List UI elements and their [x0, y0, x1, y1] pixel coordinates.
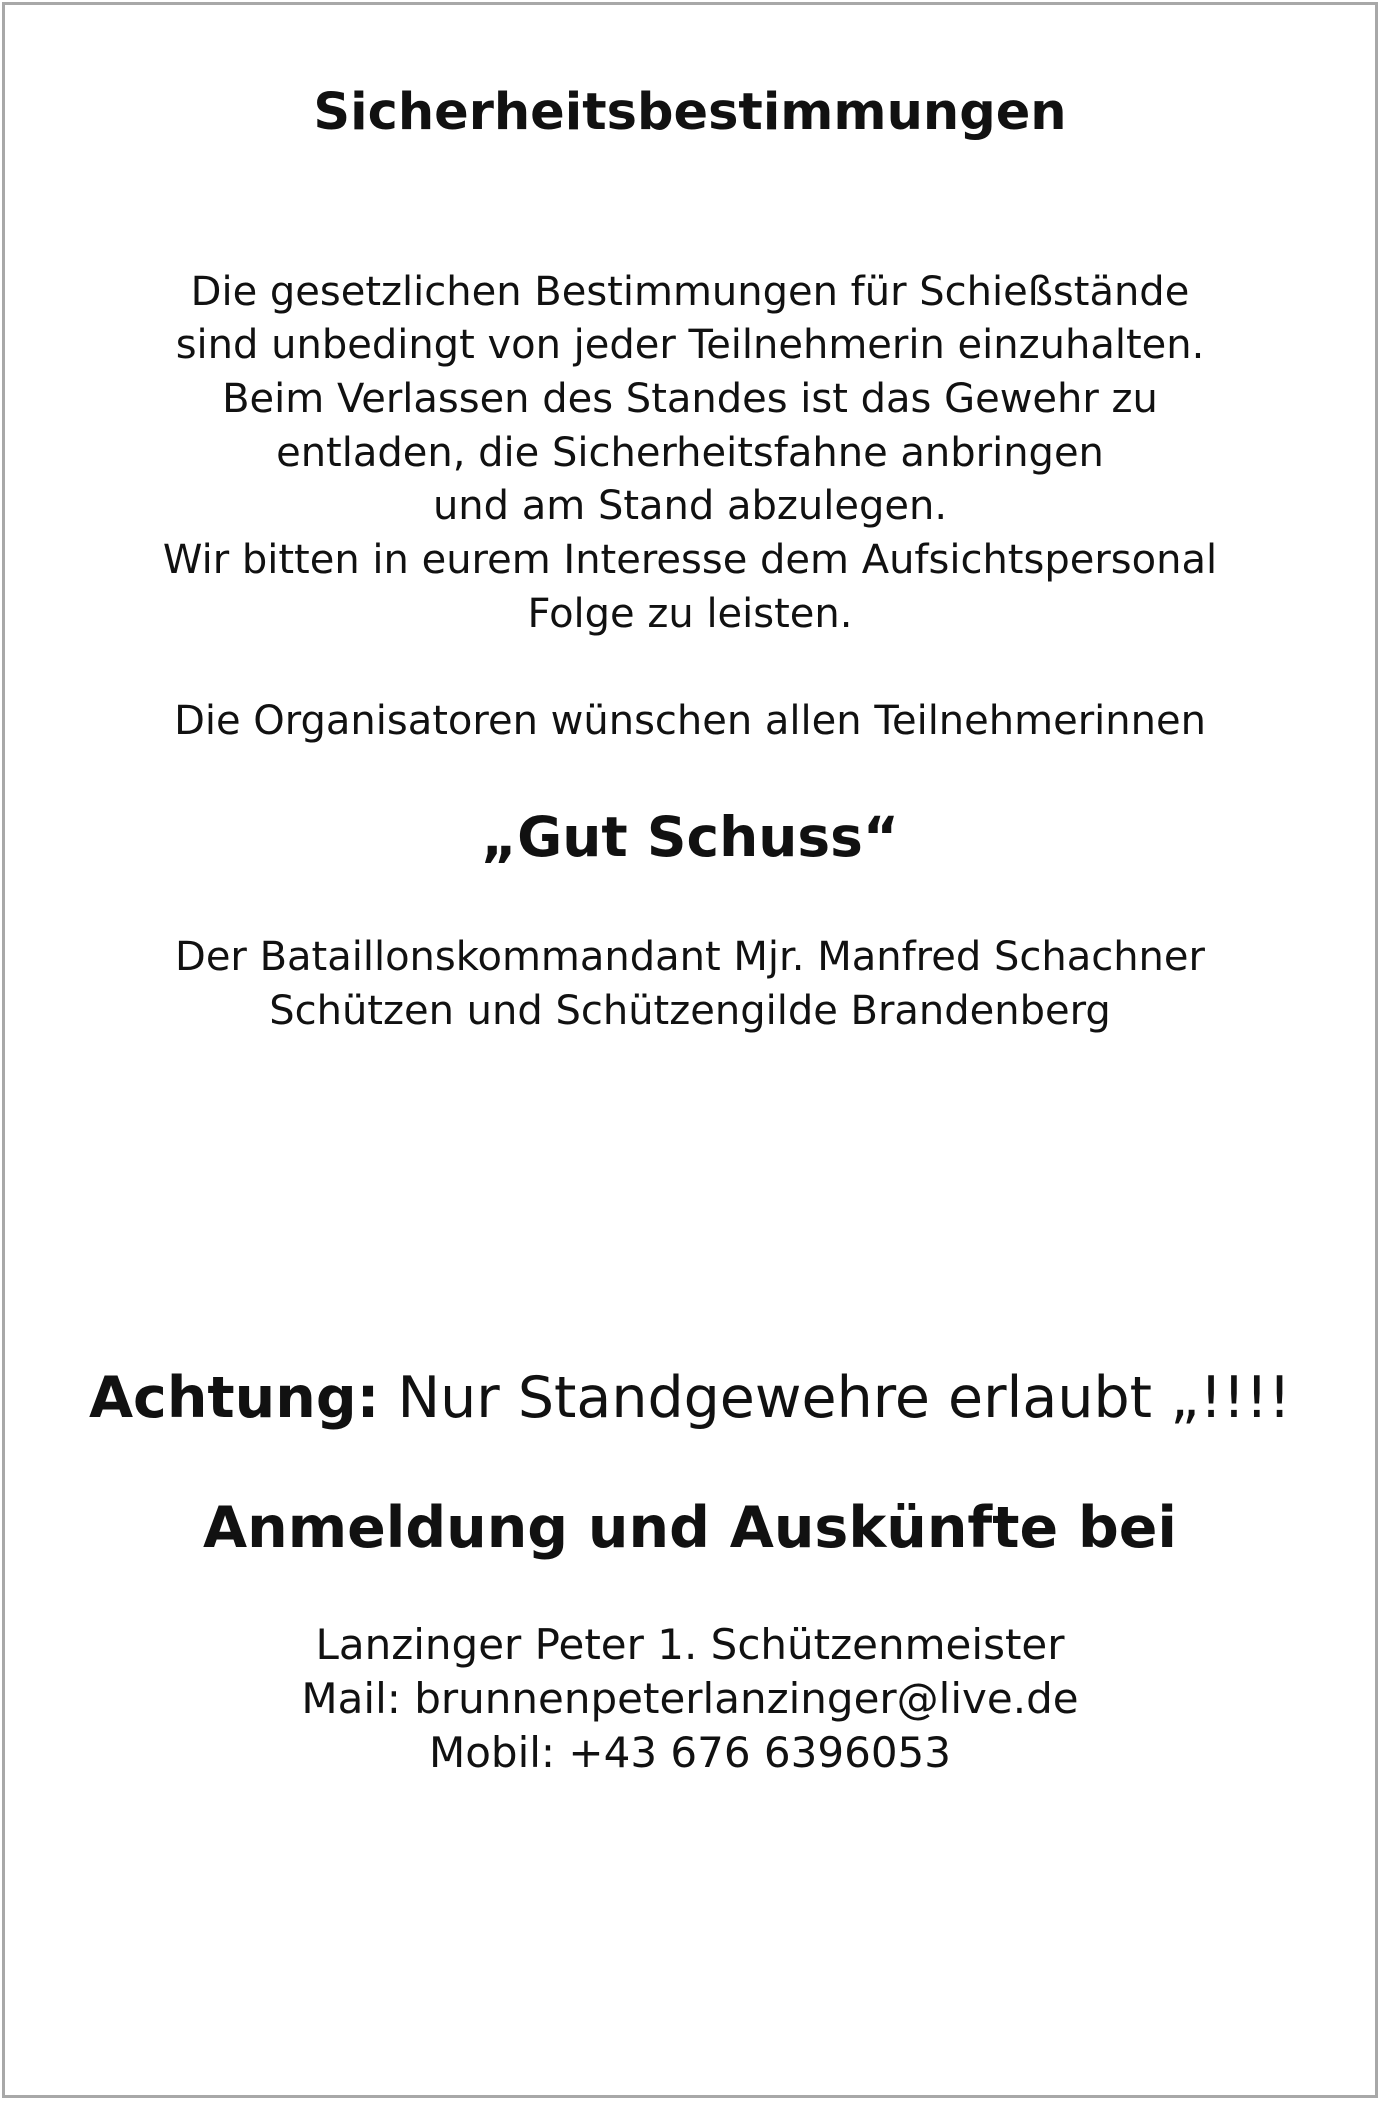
warning-label: Achtung: [88, 1365, 380, 1431]
warning-line [5, 1365, 1375, 1431]
wish-line: Die Organisatoren wünschen allen Teilnehmerinnen [174, 698, 1206, 744]
signature-line: Der Bataillonskommandant Mjr. Manfred Schachner [175, 934, 1205, 980]
greeting: „Gut Schuss“ [480, 805, 900, 869]
document-page [2, 2, 1378, 2098]
signature-line: Schützen und Schützengilde Brandenberg [269, 988, 1111, 1034]
regulation-line: und am Stand abzulegen. [432, 483, 948, 529]
contact-name: Lanzinger Peter 1. Schützenmeister [315, 1620, 1065, 1669]
regulation-line: Die gesetzlichen Bestimmungen für Schießstände [190, 269, 1190, 315]
page-title: Sicherheitsbestimmungen [313, 83, 1067, 142]
warning-text: Nur Standgewehre erlaubt „!!!! [379, 1365, 1292, 1431]
registration-heading: Anmeldung und Auskünfte bei [203, 1495, 1177, 1561]
regulation-line: Folge zu leisten. [527, 591, 853, 637]
regulation-line: entladen, die Sicherheitsfahne anbringen [276, 430, 1104, 476]
contact-mail: Mail: brunnenpeterlanzinger@live.de [301, 1674, 1079, 1723]
regulation-line: Wir bitten in eurem Interesse dem Aufsichtspersonal [162, 537, 1218, 583]
contact-mobile: Mobil: +43 676 6396053 [429, 1728, 951, 1777]
regulation-line: sind unbedingt von jeder Teilnehmerin einzuhalten. [175, 322, 1205, 368]
regulation-line: Beim Verlassen des Standes ist das Gewehr zu [222, 376, 1158, 422]
